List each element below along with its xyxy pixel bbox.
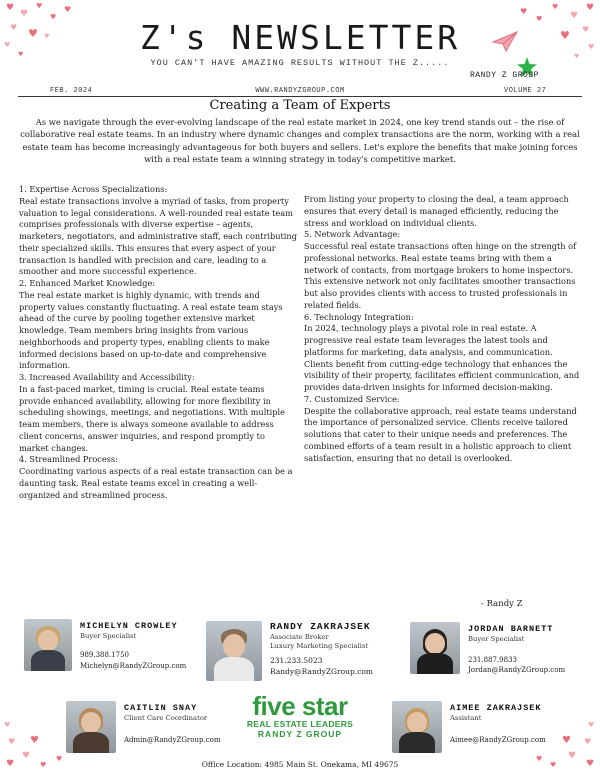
section-heading: 4. Streamlined Process: [19,454,118,465]
heart-icon: ♥ [56,755,63,763]
heart-icon: ♥ [4,721,11,729]
heart-icon: ♥ [36,2,43,10]
heart-icon: ♥ [50,13,57,21]
heart-icon: ♥ [552,3,559,11]
avatar-michelyn [24,619,72,671]
heart-icon: ♥ [570,11,579,21]
heart-icon: ♥ [28,27,38,40]
member-email[interactable]: Michelyn@RandyZGroup.com [80,662,187,670]
member-email[interactable]: Randy@RandyZGroup.com [270,667,373,676]
section-body: Despite the collaborative approach, real estate teams understand the importance of personalized service. Clients receive tailored solutions that cater to their unique needs and preferences. The combined efforts of a team result in a holistic approach to client satisfaction, ensuring that no detail is overlooked. [304,405,577,463]
heart-icon: ♥ [4,41,11,49]
heart-icon: ♥ [550,761,557,769]
member-name: AIMEE ZAKRAJSEK [450,703,542,713]
member-phone: 231.887.9833 [468,656,517,664]
section-body: Real estate transactions involve a myriad of tasks, from property valuation to legal considerations. A well-rounded real estate team comprises professionals with diverse expertise – agents, marketers, negotiators, and administrative staff, each contributing their specialized skills. This ensures that every aspect of your transaction is handled with precision and care, leading to a smoother and more successful experience. [19,195,297,277]
member-role: Buyer Specialist [468,635,525,643]
member-email[interactable]: Jordan@RandyZGroup.com [468,666,566,674]
section-heading: 3. Increased Availability and Accessibility: [19,372,195,382]
heart-icon: ♥ [40,761,47,769]
member-phone: 989.388.1750 [80,651,129,659]
heart-icon: ♥ [588,721,595,729]
heart-icon: ♥ [520,7,528,16]
member-name: MICHELYN CROWLEY [80,621,178,631]
heart-icon: ♥ [6,3,15,13]
group-name: RANDY Z GROUP [470,71,539,80]
avatar-caitlin [66,701,116,753]
section-body: In 2024, technology plays a pivotal role in real estate. A progressive real estate team leverages the latest tools and platforms for marketing, data analysis, and communication. Clients benefit from cutting-edge technology that enhances the visibility of their property, facilitates efficient communication, and provides data-driven insights for informed decision-making. [304,323,580,392]
section-body: Coordinating various aspects of a real estate transaction can be a daunting task. Real estate teams excel in creating a well-organized and streamlined process. [19,466,293,500]
logo-group: RANDY Z GROUP [257,729,343,739]
five-star-logo: five star [252,691,348,721]
heart-icon: ♥ [588,43,595,51]
heart-icon: ♥ [44,33,50,40]
heart-icon: ♥ [10,23,18,32]
member-email[interactable]: Admin@RandyZGroup.com [124,736,221,744]
section-body: In a fast-paced market, timing is crucial. Real estate teams provide enhanced availability, allowing for more flexibility in scheduling showings, meetings, and negotiations. With multiple team members, there is always someone available to address client concerns, answer inquiries, and respond promptly to market changes. [19,383,285,453]
article-intro: As we navigate through the ever-evolving landscape of the real estate market in 2024, one key trend stands out – the rise of collaborative real estate teams. In an industry where dynamic changes and complex transactions are the norm, working with a real estate team has become increasingly advantageous for both buyers and sellers. Let's explore the benefits that make joining forces with a real estate team a winning strategy in today's competitive market. [20,117,580,165]
heart-icon: ♥ [22,751,31,761]
member-email[interactable]: Aimee@RandyZGroup.com [450,736,546,744]
section-body: The real estate market is highly dynamic, with trends and property values constantly fluctuating. A real estate team stays ahead of the curve by pooling together extensive market knowledge. Team members bring insights from various neighborhoods and property types, enabling clients to make informed decisions based on up-to-date and comprehensive information. [19,289,283,371]
member-role: Associate Broker [270,633,329,641]
article-column-right [304,194,582,464]
heart-icon: ♥ [586,3,595,13]
heart-icon: ♥ [586,759,595,769]
member-role: Buyer Specialist [80,632,137,640]
member-phone: 231.233.5023 [270,656,323,665]
heart-icon: ♥ [560,29,570,42]
signoff: - Randy Z [481,599,523,609]
member-role: Client Care Coordinator [124,714,208,722]
heart-icon: ♥ [582,25,590,34]
section-body: Successful real estate transactions often hinge on the strength of professional networks. Real estate teams bring with them a network of contacts, from mortgage brokers to home inspectors. This extensive network not only facilitates smoother transactions but also provides clients with access to trusted professionals in related fields. [304,241,577,310]
heart-icon: ♥ [20,9,29,19]
article-column-left [19,184,297,501]
heart-icon: ♥ [30,735,39,746]
heart-icon: ♥ [574,53,580,60]
avatar-randy [206,621,262,681]
section-body: From listing your property to closing the deal, a team approach ensures that every detail is managed efficiently, reducing the stress and workload on individual clients. [304,194,569,228]
heart-icon: ♥ [18,51,24,58]
heart-icon: ♥ [8,737,16,746]
office-location: Office Location: 4985 Main St. Onekama, MI 49675 [201,760,399,769]
section-heading: 2. Enhanced Market Knowledge: [19,278,156,288]
avatar-jordan [410,622,460,674]
newsletter-title: Z's NEWSLETTER [139,18,461,57]
heart-icon: ♥ [536,15,543,23]
logo-subtitle: REAL ESTATE LEADERS [246,719,354,729]
heart-icon: ♥ [6,759,15,769]
volume: VOLUME 27 [504,87,547,95]
paper-plane-icon [492,30,518,52]
heart-icon: ♥ [64,5,72,14]
section-heading: 5. Network Advantage: [304,229,401,240]
member-name: RANDY ZAKRAJSEK [270,621,371,632]
heart-icon: ♥ [568,751,577,761]
member-role: Assistant [450,714,482,722]
section-heading: 1. Expertise Across Specializations: [19,184,168,194]
heart-icon: ♥ [584,737,592,746]
section-heading: 7. Customized Service: [304,393,400,404]
website: WWW.RANDYZGROUP.COM [255,87,345,95]
member-role: Luxury Marketing Specialist [270,642,369,650]
heart-icon: ♥ [536,755,543,763]
member-name: JORDAN BARNETT [468,624,554,634]
heart-icon: ♥ [562,735,571,746]
member-name: CAITLIN SNAY [124,703,198,713]
avatar-aimee [392,701,442,753]
article-headline: Creating a Team of Experts [209,98,391,113]
section-heading: 6. Technology Integration: [304,311,414,322]
header-divider [18,96,582,97]
issue-date: FEB. 2024 [50,87,93,95]
tagline: YOU CAN'T HAVE AMAZING RESULTS WITHOUT THE Z..... [150,58,450,68]
